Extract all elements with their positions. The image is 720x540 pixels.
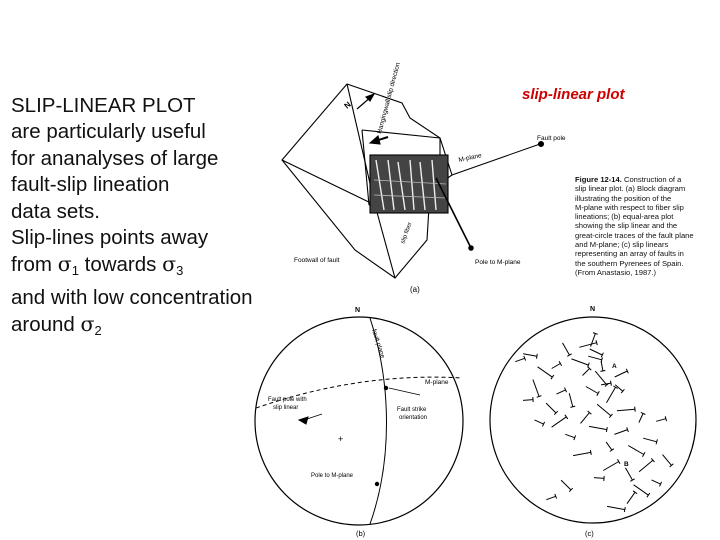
slip-linear-mark xyxy=(617,409,635,411)
slip-linear-mark xyxy=(538,367,553,377)
slip-linear-mark xyxy=(523,354,537,356)
slip-linear-mark xyxy=(607,506,625,509)
slip-linear-mark xyxy=(595,371,607,385)
slip-linear-tick xyxy=(565,415,568,419)
slip-direction-label: Hangingwall slip direction xyxy=(376,61,402,135)
slip-linear-mark xyxy=(628,446,644,455)
slip-linear-mark xyxy=(656,419,666,422)
slip-fiber-label: slip fiber xyxy=(400,221,414,245)
figure-number: Figure 12-14. xyxy=(575,175,622,184)
slip-linear-mark xyxy=(573,452,591,455)
net-b-center-mark: + xyxy=(338,434,344,444)
block-diagram xyxy=(282,84,544,278)
slip-linear-mark xyxy=(615,371,628,377)
slip-linear-mark xyxy=(565,434,574,437)
text-line-8: and with low concentration xyxy=(11,285,253,309)
slip-linear-mark xyxy=(643,438,657,442)
slip-linear-tick xyxy=(633,491,637,494)
slip-linear-mark xyxy=(607,387,616,403)
equal-area-net-c xyxy=(490,317,696,523)
fault-plane-edge xyxy=(362,130,440,138)
slip-linear-tick xyxy=(570,406,575,407)
fault-plane-label: fault plane xyxy=(370,328,387,360)
footwall-label: Footwall of fault xyxy=(294,257,340,264)
slip-linear-mark xyxy=(515,358,524,361)
sigma-symbol: σ xyxy=(162,252,177,277)
plot-title: slip-linear plot xyxy=(522,86,625,103)
slip-linear-mark xyxy=(586,387,598,394)
cluster-b-label: B xyxy=(624,461,629,468)
slip-linear-tick xyxy=(624,507,625,512)
fault-pole-label-1: Fault pole with xyxy=(268,397,307,403)
fault-plane-edge xyxy=(362,130,369,205)
pole-to-m-plane-point xyxy=(375,482,379,486)
slip-linear-tick xyxy=(647,493,650,497)
slip-linear-mark xyxy=(563,343,570,355)
slip-linear-mark xyxy=(572,359,589,365)
text-line-9: around $\sigma_2$ xyxy=(11,312,102,339)
slip-linear-tick xyxy=(665,416,666,421)
slip-linear-mark xyxy=(626,468,633,480)
slip-linear-tick xyxy=(600,371,605,372)
panel-label-a: (a) xyxy=(410,285,420,294)
slip-linear-mark xyxy=(652,480,661,484)
slip-linear-tick xyxy=(656,439,657,444)
slip-linear-mark xyxy=(639,414,643,423)
text-line-4: fault-slip lineation xyxy=(11,173,170,197)
net-c-primitive xyxy=(490,317,696,523)
slip-linear-tick xyxy=(606,427,607,432)
block-m-plane-label: M-plane xyxy=(457,152,483,164)
text-line-5: data sets. xyxy=(11,199,100,223)
block-pole-m-plane-label: Pole to M-plane xyxy=(475,259,521,266)
text-line-6: Slip-lines points away xyxy=(11,226,209,250)
net-b-m-plane-label: M-plane xyxy=(425,379,449,386)
net-b-pole-m-plane-label: Pole to M-plane xyxy=(311,473,354,479)
slip-linear-mark xyxy=(627,492,635,503)
slip-linear-mark xyxy=(594,478,604,479)
slip-linear-mark xyxy=(603,462,619,471)
slip-linear-mark xyxy=(546,496,555,499)
fault-pole-label: Fault pole xyxy=(537,135,566,142)
fault-strike-point xyxy=(384,386,388,390)
slip-linear-tick xyxy=(611,381,612,386)
text-line-1: SLIP-LINEAR PLOT xyxy=(11,94,196,117)
slip-linear-mark xyxy=(589,426,607,429)
block-north-label: N xyxy=(342,99,353,111)
slip-linear-tick xyxy=(537,354,538,359)
panel-label-c: (c) xyxy=(585,529,594,538)
block-edge xyxy=(375,205,395,278)
slip-linears xyxy=(515,333,673,512)
sigma-symbol: σ xyxy=(57,252,72,277)
slip-linear-tick xyxy=(635,407,636,412)
slip-linear-mark xyxy=(552,417,567,427)
slip-linear-mark xyxy=(533,380,539,397)
slip-linear-mark xyxy=(639,460,653,472)
slip-linear-tick xyxy=(610,449,614,452)
slip-linear-mark xyxy=(523,400,533,401)
text-line-2: are particularly useful xyxy=(11,120,206,144)
panel-label-b: (b) xyxy=(356,529,366,538)
slip-linear-mark xyxy=(597,404,611,416)
slip-linear-mark xyxy=(663,455,672,466)
fault-strike-label-1: Fault strike xyxy=(397,407,427,413)
slip-linear-mark xyxy=(588,356,602,360)
slip-linear-mark xyxy=(546,403,556,413)
slip-linear-mark xyxy=(569,393,573,407)
net-b-primitive xyxy=(255,317,463,525)
slip-linear-mark xyxy=(606,442,612,450)
slip-linear-tick xyxy=(596,340,597,345)
slip-linear-mark xyxy=(581,413,590,424)
text-line-7: from $\sigma_1$ towards $\sigma_3$ xyxy=(11,252,184,279)
fault-pole-label-2: slip linear xyxy=(273,405,299,411)
fault-strike-line xyxy=(389,388,420,395)
slip-linear-mark xyxy=(591,333,596,346)
slip-linear-mark xyxy=(634,485,649,495)
slip-fiber-block xyxy=(370,155,448,213)
sigma-symbol: σ xyxy=(80,312,95,337)
slip-linear-mark xyxy=(590,349,603,355)
net-b-north-label: N xyxy=(355,307,361,314)
cluster-a-label: A xyxy=(612,363,617,370)
slip-linear-tick xyxy=(590,450,591,455)
net-c-north-label: N xyxy=(590,306,596,313)
equal-area-net-b xyxy=(255,317,463,525)
slip-linear-mark xyxy=(561,480,571,490)
fault-strike-label-2: orientation xyxy=(399,415,428,421)
slip-linear-mark xyxy=(614,430,627,435)
text-line-3: for ananalyses of large xyxy=(11,146,219,170)
slip-linear-mark xyxy=(557,390,566,394)
slip-linear-mark xyxy=(583,369,590,376)
figure-caption: Figure 12-14. Construction of a slip linear plot. (a) Block diagram illustrating the position of the M-plane with respect to fiber slip lineations; (b) equal-area plot showing the slip linear and the great-circle traces of the fault plane and M-plane; (c) slip linears representing an array of faults in the southern Pyrenees of Spain. (From Anastasio, 1987.) xyxy=(575,175,694,277)
slip-linear-tick xyxy=(551,375,554,379)
slip-linear-mark xyxy=(552,364,561,369)
slip-linear-mark xyxy=(579,343,596,348)
slip-linear-mark xyxy=(535,420,544,424)
slip-linear-mark xyxy=(601,361,603,371)
